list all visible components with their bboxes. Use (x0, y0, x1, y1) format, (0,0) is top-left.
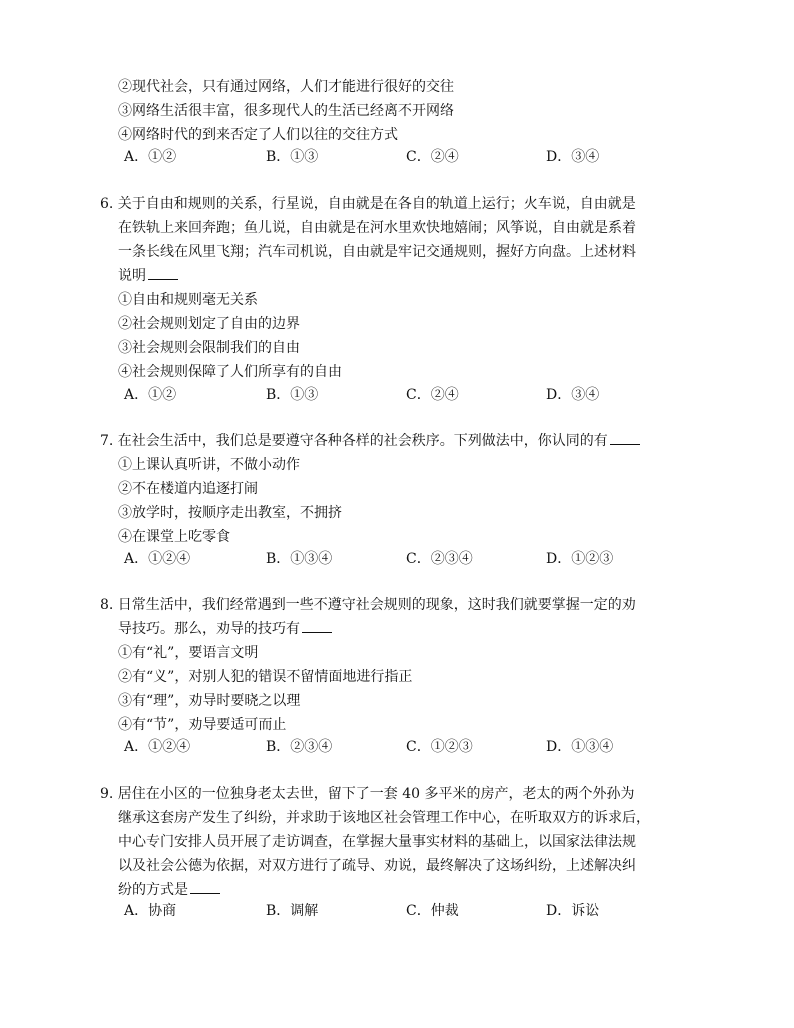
q8-item-1: ①有“礼”，要语言文明 (118, 645, 259, 661)
q9-stem-line-2: 继承这套房产发生了纠纷，并求助于该地区社会管理工作中心，在听取双方的诉求后， (118, 810, 650, 826)
q7-item-2: ②不在楼道内追逐打闹 (118, 481, 258, 497)
q9-stem-text: 纷的方式是 (118, 882, 188, 898)
q9-stem-line-4: 以及社会公德为依据，对双方进行了疏导、劝说，最终解决了这场纠纷，上述解决纠 (118, 858, 636, 874)
q6-item-4: ④社会规则保障了人们所享有的自由 (118, 364, 342, 380)
q8-stem-line-2 (118, 618, 332, 640)
q6-item-1: ①自由和规则毫无关系 (118, 292, 258, 308)
q6-item-3: ③社会规则会限制我们的自由 (118, 340, 300, 356)
q6-stem-line-4 (118, 265, 178, 287)
q8-option-a[interactable]: A．①②④ (124, 739, 191, 755)
answer-blank (148, 265, 178, 280)
q8-item-3: ③有“理”，劝导时要晓之以理 (118, 693, 301, 709)
q9-option-a[interactable]: A．协商 (124, 903, 177, 919)
q9-stem-line-3: 中心专门安排人员开展了走访调查，在掌握大量事实材料的基础上，以国家法律法规 (118, 834, 636, 850)
q9-stem-line-5 (118, 879, 220, 901)
q5-option-c[interactable]: C．②④ (406, 149, 459, 165)
q6-stem-line-1: 6. 关于自由和规则的关系，行星说，自由就是在各自的轨道上运行；火车说，自由就是 (100, 196, 636, 212)
q7-item-1: ①上课认真听讲，不做小动作 (118, 457, 300, 473)
answer-blank (610, 430, 640, 445)
q6-stem-line-2: 在铁轨上来回奔跑；鱼儿说，自由就是在河水里欢快地嬉闹；风筝说，自由就是系着 (118, 220, 636, 236)
q8-option-d[interactable]: D．①③④ (546, 739, 614, 755)
q6-item-2: ②社会规则划定了自由的边界 (118, 316, 300, 332)
answer-blank (190, 879, 220, 894)
q5-option-d[interactable]: D．③④ (546, 149, 600, 165)
q6-option-b[interactable]: B．①③ (266, 387, 319, 403)
q8-option-c[interactable]: C．①②③ (406, 739, 473, 755)
q6-stem-line-3: 一条长线在风里飞翔；汽车司机说，自由就是牢记交通规则，握好方向盘。上述材料 (118, 244, 636, 260)
q8-stem-text: 导技巧。那么，劝导的技巧有 (118, 621, 300, 637)
q5-option-b[interactable]: B．①③ (266, 149, 319, 165)
q5-item-4: ④网络时代的到来否定了人们以往的交往方式 (118, 127, 398, 143)
q8-item-2: ②有“义”，对别人犯的错误不留情面地进行指正 (118, 669, 413, 685)
answer-blank (302, 618, 332, 633)
q7-option-d[interactable]: D．①②③ (546, 551, 614, 567)
q7-item-3: ③放学时，按顺序走出教室，不拥挤 (118, 505, 342, 521)
q6-option-a[interactable]: A．①② (124, 387, 177, 403)
q7-stem-text: 7. 在社会生活中，我们总是要遵守各种各样的社会秩序。下列做法中，你认同的有 (100, 433, 608, 449)
q7-option-c[interactable]: C．②③④ (406, 551, 473, 567)
q9-stem-line-1: 9. 居住在小区的一位独身老太去世，留下了一套 40 多平米的房产，老太的两个外孙为 (100, 786, 635, 802)
q6-option-d[interactable]: D．③④ (546, 387, 600, 403)
q8-option-b[interactable]: B．②③④ (266, 739, 333, 755)
q8-stem-line-1: 8. 日常生活中，我们经常遇到一些不遵守社会规则的现象，这时我们就要掌握一定的劝 (100, 597, 636, 613)
q5-item-3: ③网络生活很丰富，很多现代人的生活已经离不开网络 (118, 103, 454, 119)
q6-option-c[interactable]: C．②④ (406, 387, 459, 403)
q7-option-a[interactable]: A．①②④ (124, 551, 191, 567)
q9-option-c[interactable]: C．仲裁 (406, 903, 459, 919)
q5-item-2: ②现代社会，只有通过网络，人们才能进行很好的交往 (118, 79, 454, 95)
q8-item-4: ④有“节”，劝导要适可而止 (118, 717, 287, 733)
q5-option-a[interactable]: A．①② (124, 149, 177, 165)
q7-stem-line-1 (100, 430, 640, 452)
q9-option-b[interactable]: B．调解 (266, 903, 319, 919)
q7-option-b[interactable]: B．①③④ (266, 551, 333, 567)
q7-item-4: ④在课堂上吃零食 (118, 529, 230, 545)
q6-stem-text: 说明 (118, 268, 146, 284)
q9-option-d[interactable]: D．诉讼 (546, 903, 600, 919)
